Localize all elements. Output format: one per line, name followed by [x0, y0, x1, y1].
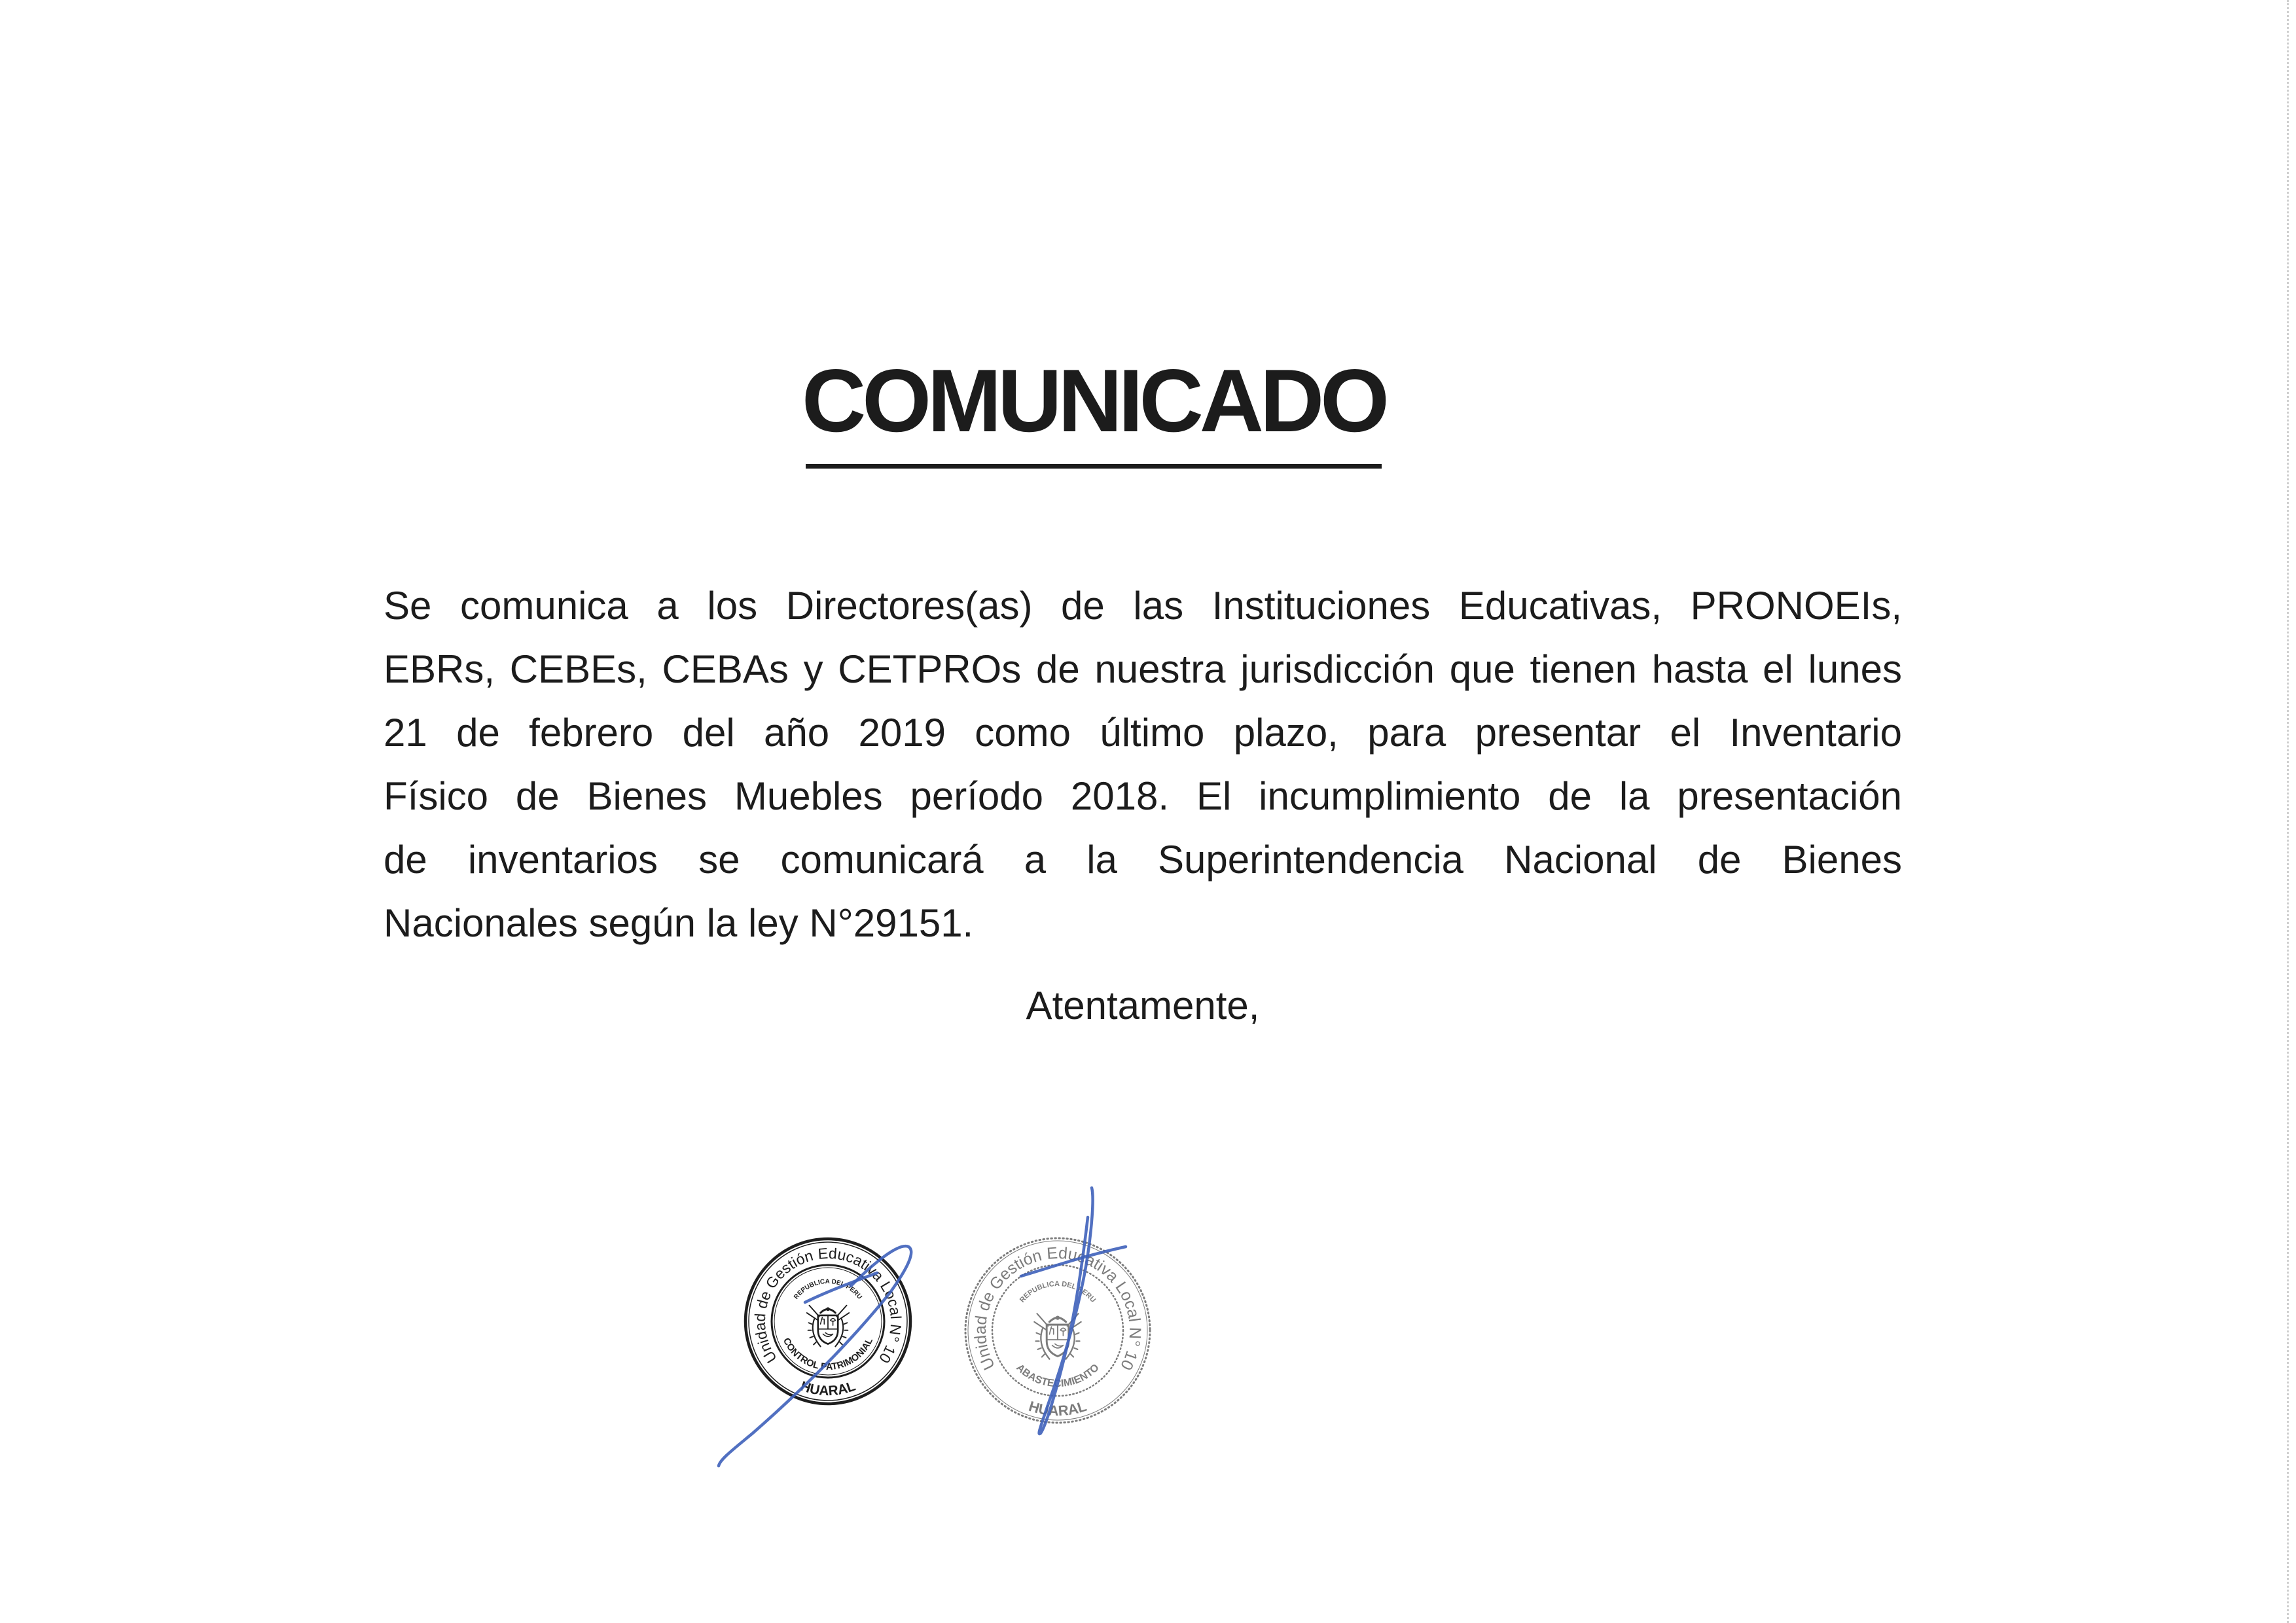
stamp-outer-ring — [745, 1239, 910, 1404]
stamp-outer-text: Unidad de Gestión Educativa Local N° 10 — [971, 1243, 1145, 1374]
body-line: Físico de Bienes Muebles período 2018. El incumplimiento de la presentación — [384, 774, 1902, 818]
scan-edge — [2287, 0, 2289, 1623]
stamp-inner-bottom-text: CONTROL PATRIMONIAL — [780, 1336, 876, 1373]
signature-left — [719, 1246, 911, 1466]
stamp-outer-ring-inner — [749, 1242, 907, 1400]
stamp-outer-ring — [965, 1238, 1150, 1423]
stamp-bottom-text: HUARAL — [1026, 1397, 1089, 1419]
svg-text:REPUBLICA DEL PERU — [793, 1278, 863, 1301]
svg-text:REPUBLICA DEL PERU — [1018, 1280, 1097, 1304]
body-line: Nacionales según la ley N°29151. — [384, 901, 974, 945]
svg-text:ABASTECIMIENTO — [1014, 1362, 1102, 1389]
body-line: 21 de febrero del año 2019 como último plazo, para presentar el Inventario — [384, 711, 1902, 755]
stamp-abastecimiento — [965, 1238, 1150, 1423]
body-paragraph — [384, 574, 1902, 955]
closing-salutation: Atentamente, — [1026, 984, 1260, 1027]
title-underline — [806, 464, 1382, 469]
stamp-outer-ring-inner — [968, 1241, 1147, 1420]
body-line: EBRs, CEBEs, CEBAs y CETPROs de nuestra jurisdicción que tienen hasta el lunes — [384, 647, 1902, 691]
signature-right — [1021, 1188, 1126, 1434]
svg-text:Unidad de Gestión Educativa Lo — [971, 1244, 1144, 1373]
stamp-outer-text: Unidad de Gestión Educativa Local N° 10 — [751, 1244, 905, 1366]
stamp-inner-top-text: REPUBLICA DEL PERU — [1018, 1279, 1098, 1304]
stamp-inner-ring — [992, 1265, 1123, 1396]
coat-of-arms-emblem — [807, 1306, 850, 1347]
stamp-inner-bottom-text: ABASTECIMIENTO — [1014, 1362, 1102, 1389]
body-line: Se comunica a los Directores(as) de las Instituciones Educativas, PRONOEIs, — [384, 584, 1902, 628]
svg-text:CONTROL PATRIMONIAL — [781, 1336, 875, 1372]
stamp-inner-top-text: REPUBLICA DEL PERU — [793, 1277, 863, 1301]
svg-text:HUARAL — [798, 1379, 857, 1399]
page-title: COMUNICADO — [802, 351, 1386, 450]
coat-of-arms-emblem — [1034, 1313, 1081, 1359]
svg-text:HUARAL — [1027, 1398, 1088, 1419]
svg-text:Unidad de Gestión Educativa Lo — [751, 1245, 905, 1366]
stamp-bottom-text: HUARAL — [798, 1378, 857, 1399]
stamp-inner-ring — [772, 1265, 884, 1378]
stamp-inner-ring-thin — [774, 1268, 882, 1375]
body-line: de inventarios se comunicará a la Superintendencia Nacional de Bienes — [384, 838, 1902, 882]
stamp-control-patrimonial — [745, 1239, 910, 1404]
